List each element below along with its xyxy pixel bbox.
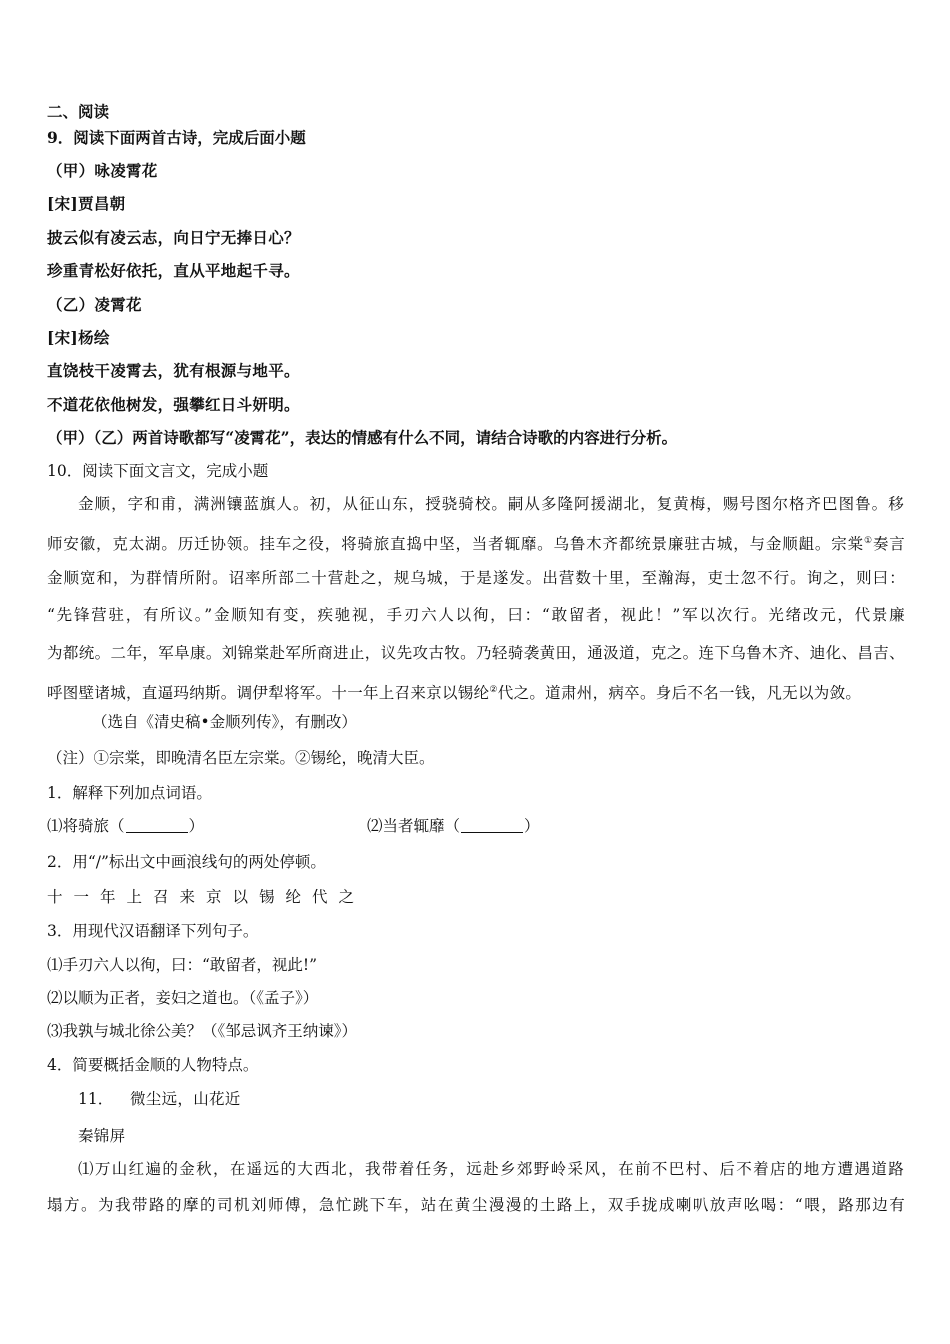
q11-title: 微尘远，山花近 — [130, 1090, 241, 1108]
note-marker-1: ① — [863, 536, 873, 546]
passage-line-6: 呼图壁诸城，直逼玛纳斯。调伊犁将军。十一年上召来京以锡纶②代之。道肃州，病卒。身后不名一钱，凡无以为敛。 — [47, 684, 862, 703]
passage-line-3: 金顺宽和，为群情所附。诏率所部二十营赴之，规乌城，于是遂发。出营数十里，至瀚海，吏士忽不行。询之，则曰： — [47, 569, 905, 587]
sub2-prompt: 2．用“/”标出文中画浪线句的两处停顿。 — [47, 853, 326, 871]
q11-paragraph1-line2: 塌方。为我带路的摩的司机刘师傅，急忙跳下车，站在黄尘漫漫的土路上，双手拢成喇叭放声吆喝：“喂，路那边有 — [47, 1196, 905, 1214]
poem-b-line2: 不道花依他树发，强攀红日斗妍明。 — [47, 395, 300, 414]
passage-notes: （注）①宗棠，即晚清名臣左宗棠。②锡纶，晚清大臣。 — [47, 749, 435, 767]
q11-number: 11． — [78, 1090, 114, 1108]
q10-prompt: 10．阅读下面文言文，完成小题 — [47, 462, 269, 480]
poem-a-line1: 披云似有凌云志，向日宁无捧日心？ — [47, 228, 300, 247]
poem-a-author: [宋]贾昌朝 — [47, 194, 126, 213]
poem-b-author: [宋]杨绘 — [47, 328, 110, 347]
sub1-item1: ⑴将骑旅（ ） — [47, 817, 205, 835]
sub3-sentence-1: ⑴手刃六人以徇，曰：“敢留者，视此!” — [47, 956, 318, 974]
poem-a-line2: 珍重青松好依托，直从平地起千寻。 — [47, 261, 300, 280]
sub1-item2: ⑵当者辄靡（ ） — [367, 817, 540, 835]
q11-author: 秦锦屏 — [78, 1127, 126, 1145]
sub3-sentence-2: ⑵以顺为正者，妾妇之道也。（《孟子》） — [47, 989, 319, 1007]
passage-line-2: 师安徽，克太湖。历迁协领。挂车之役，将骑旅直捣中坚，当者辄靡。乌鲁木齐都统景廉驻古城，与金顺龃。宗棠①奏言 — [47, 535, 905, 554]
sub1-prompt: 1．解释下列加点词语。 — [47, 784, 212, 802]
section-title: 二、阅读 — [47, 102, 110, 121]
sub3-sentence-3: ⑶我孰与城北徐公美？（《邹忌讽齐王纳谏》） — [47, 1022, 358, 1040]
passage-line-5: 为都统。二年，军阜康。刘锦棠赴军所商进止，议先攻古牧。乃轻骑袭黄田，通汲道，克之。连下乌鲁木齐、迪化、昌吉、 — [47, 644, 905, 662]
q9-prompt: 9．阅读下面两首古诗，完成后面小题 — [47, 128, 306, 147]
answer-blank-1[interactable] — [126, 818, 188, 833]
q9-question: （甲）（乙）两首诗歌都写“凌霄花”，表达的情感有什么不同，请结合诗歌的内容进行分析。 — [47, 428, 678, 447]
sub2-sentence: 十一年上召来京以锡纶代之 — [47, 888, 366, 906]
answer-blank-2[interactable] — [461, 818, 523, 833]
note-marker-2: ② — [489, 685, 498, 695]
poem-a-title: （甲）咏凌霄花 — [47, 161, 158, 180]
poem-b-title: （乙）凌霄花 — [47, 295, 142, 314]
passage-source: （选自《清史稿•金顺列传》，有删改） — [92, 713, 357, 731]
q11-paragraph1-line1: ⑴万山红遍的金秋，在遥远的大西北，我带着任务，远赴乡郊野岭采风，在前不巴村、后不着店的地方遭遇道路 — [78, 1160, 904, 1178]
sub3-prompt: 3．用现代汉语翻译下列句子。 — [47, 922, 259, 940]
passage-line-1: 金顺，字和甫，满洲镶蓝旗人。初，从征山东，授骁骑校。嗣从多隆阿援湖北，复黄梅，赐号图尔格齐巴图鲁。移 — [78, 495, 904, 513]
passage-line-4: “先锋营驻，有所议。”金顺知有变，疾驰视，手刃六人以徇，曰：“敢留者，视此！”军以次行。光绪改元，代景廉 — [47, 606, 905, 624]
sub4-prompt: 4．简要概括金顺的人物特点。 — [47, 1056, 259, 1074]
poem-b-line1: 直饶枝干凌霄去，犹有根源与地平。 — [47, 361, 300, 380]
